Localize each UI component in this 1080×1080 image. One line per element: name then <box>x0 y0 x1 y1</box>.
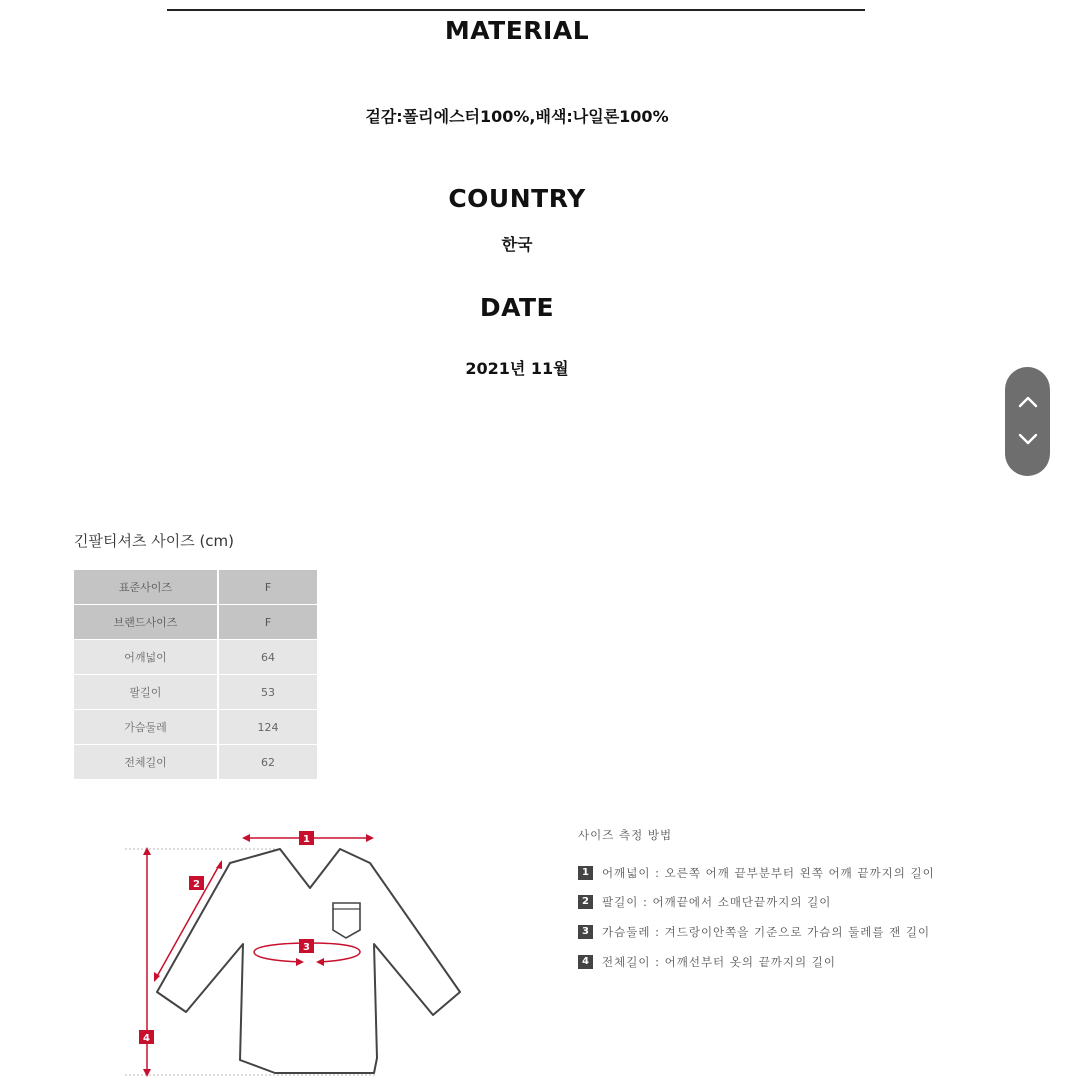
marker-3-label: 3 <box>303 942 310 953</box>
chevron-up-icon <box>1018 395 1038 409</box>
size-value: F <box>218 570 317 605</box>
chevron-down-icon <box>1018 432 1038 446</box>
scroll-down-button[interactable] <box>1005 420 1050 460</box>
measurement-diagram <box>120 820 480 1080</box>
guide-text: 팔길이 : 어깨끝에서 소매단끝까지의 길이 <box>602 895 832 909</box>
table-row <box>74 570 317 605</box>
country-value: 한국 <box>501 235 533 254</box>
size-value: 62 <box>218 745 317 780</box>
size-label: 팔길이 <box>74 675 218 710</box>
marker-1-label: 1 <box>303 834 310 845</box>
size-label: 표준사이즈 <box>74 570 218 605</box>
material-value: 겉감:폴리에스터100%,배색:나일론100% <box>365 107 669 126</box>
table-row <box>74 605 317 640</box>
material-heading: MATERIAL <box>444 16 590 45</box>
table-row <box>74 675 317 710</box>
guide-item <box>578 923 930 941</box>
date-value: 2021년 11월 <box>465 359 569 378</box>
top-divider <box>167 9 865 11</box>
country-heading: COUNTRY <box>448 184 586 213</box>
size-value: 124 <box>218 710 317 745</box>
guide-text: 전체길이 : 어깨선부터 옷의 끝까지의 길이 <box>602 955 837 969</box>
guide-item <box>578 864 935 882</box>
guide-number: 4 <box>578 955 593 969</box>
guide-number: 2 <box>578 895 593 909</box>
table-row <box>74 745 317 780</box>
guide-number: 1 <box>578 866 593 880</box>
guide-text: 가슴둘레 : 겨드랑이안쪽을 기준으로 가슴의 둘레를 잰 길이 <box>602 925 931 939</box>
size-chart-title: 긴팔티셔츠 사이즈 (cm) <box>74 532 235 550</box>
size-value: 53 <box>218 675 317 710</box>
size-value: F <box>218 605 317 640</box>
size-table <box>74 570 317 780</box>
guide-item <box>578 953 836 971</box>
guide-text: 어깨넓이 : 오른쪽 어깨 끝부분부터 왼쪽 어깨 끝까지의 길이 <box>602 866 935 880</box>
guide-title: 사이즈 측정 방법 <box>578 828 673 842</box>
table-row <box>74 640 317 675</box>
size-label: 브랜드사이즈 <box>74 605 218 640</box>
table-row <box>74 710 317 745</box>
marker-4-label: 4 <box>143 1033 150 1044</box>
size-label: 어깨넓이 <box>74 640 218 675</box>
scroll-controls <box>1005 367 1050 476</box>
marker-2-label: 2 <box>193 879 200 890</box>
shirt-pocket <box>333 903 360 938</box>
size-label: 가슴둘레 <box>74 710 218 745</box>
scroll-up-button[interactable] <box>1005 383 1050 423</box>
guide-item <box>578 893 831 911</box>
guide-number: 3 <box>578 925 593 939</box>
size-value: 64 <box>218 640 317 675</box>
date-heading: DATE <box>479 293 555 322</box>
size-label: 전체길이 <box>74 745 218 780</box>
